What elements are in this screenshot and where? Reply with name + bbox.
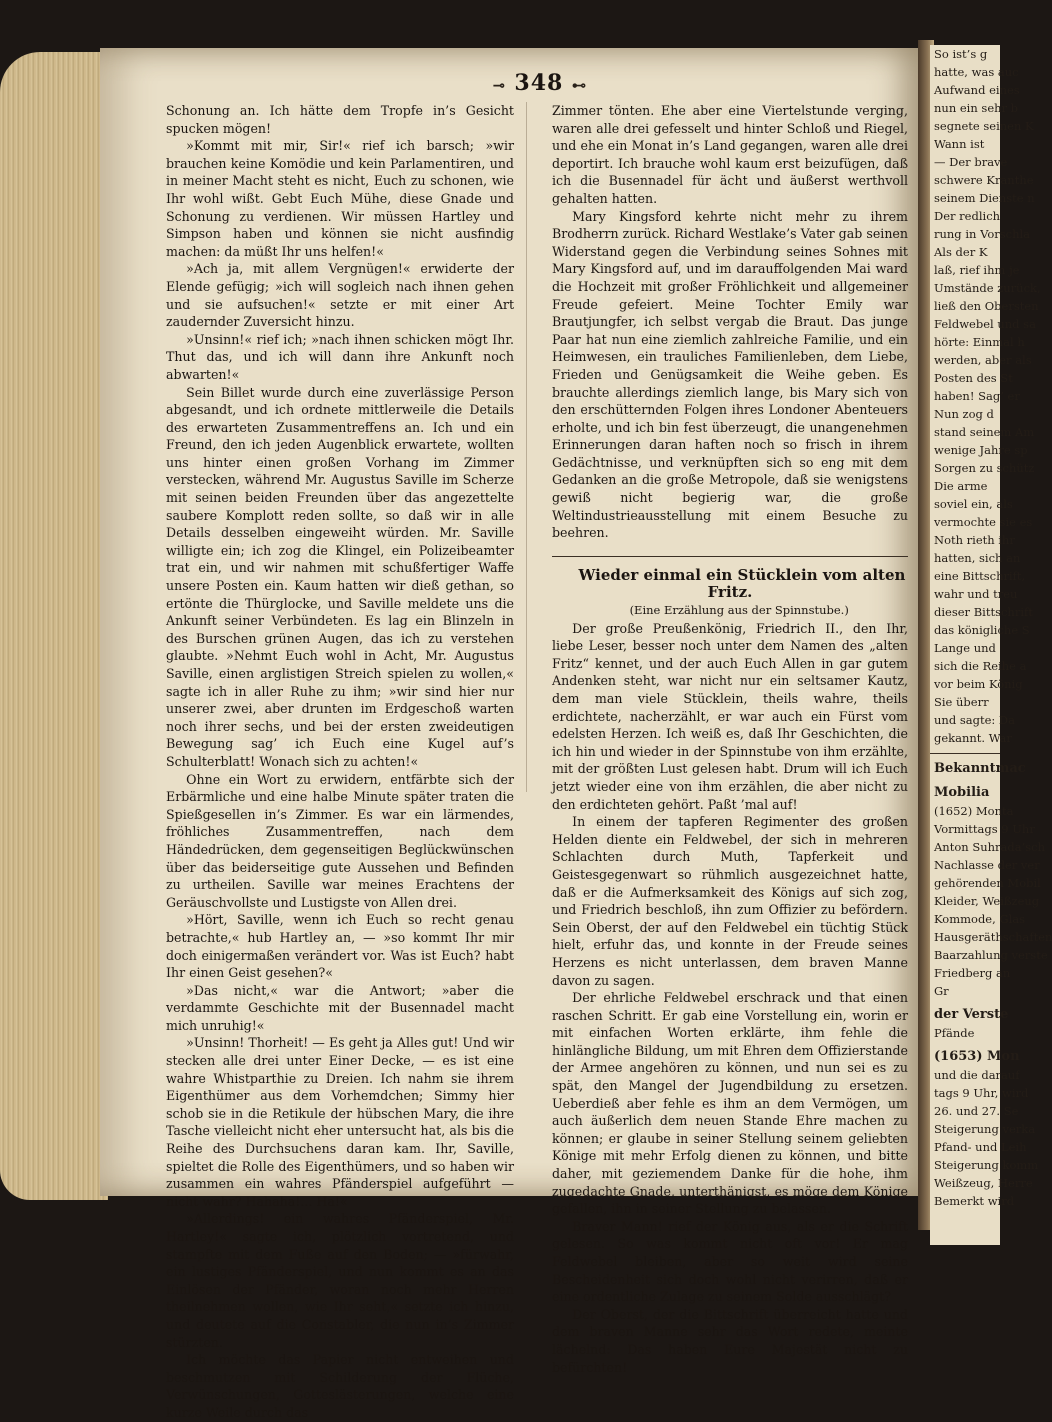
facing-page-line: gekannt. War [934, 731, 1012, 745]
facing-page-line: Sie überr [934, 695, 989, 709]
right-text-column [552, 102, 908, 1376]
facing-page-line: Pfand- und Leih [934, 1140, 1027, 1154]
facing-page-line: stand seinem Am [934, 425, 1035, 439]
facing-page-line: und sagte: Da [934, 713, 1015, 727]
facing-page-line: 26. und 27. Se [934, 1104, 1019, 1118]
story-separator-rule [552, 556, 908, 557]
facing-page-line: Bekanntmac [934, 761, 1026, 776]
facing-page-line: wenige Jahre sp [934, 443, 1028, 457]
left-text-column [166, 102, 514, 1422]
facing-page-line: Noth rieth ihr [934, 533, 1015, 547]
facing-page-line: Wann ist [934, 137, 985, 151]
facing-page-line: tags 9 Uhr, wird [934, 1086, 1029, 1100]
story-subtitle: (Eine Erzählung aus der Spinnstube.) [629, 603, 849, 618]
paragraph: »Das nicht,« war die Antwort; »aber die verdammte Geschichte mit der Busennadel macht mich unruhig!« [166, 982, 514, 1033]
facing-page-line: haben! Sag’ er [934, 389, 1020, 403]
paragraph: Ich möchte das Papier nicht entweihen und beschmutzen mit Schilderung der Flüche, Verwünschungen, Gotteslästerungen, welche eine kurze Weile durch das [166, 1352, 514, 1420]
story-title: Wieder einmal ein Stücklein vom alten Fritz. [578, 565, 906, 602]
facing-page-fragment [930, 45, 1052, 1245]
book-page-edges [0, 52, 108, 1200]
facing-page-line: (1653) Mon [934, 1049, 1020, 1064]
page-number-ornament-right: ⊷ [572, 78, 587, 94]
facing-page-line: Umstände zurück, [934, 281, 1041, 295]
facing-page-line: Kleider, Weißzeug [934, 894, 1040, 908]
facing-page-line: Der redlich [934, 209, 1001, 223]
facing-page-line: Aufwand eines [934, 83, 1020, 97]
facing-page-line: Mobilia [934, 785, 990, 800]
paragraph: »Hört, Saville, wenn ich Euch so recht genau betrachte,« hub Hartley an, — »so kommt Ihr mir doch einigermaßen verändert vor. Was ist Euch? habt Ihr einen Geist gesehen?« [166, 912, 514, 981]
paragraph: Der Oberst, der die Bittschrift überreicht hatte und dem braven Manne sehr das Wort redete, meinte lächelnd: Das haben Eure Majestät nicht zu befürchten! [552, 1306, 908, 1375]
paragraph: »Kommt mit mir, Sir!« rief ich barsch; »wir brauchen keine Komödie und kein Parlamentiren, und in meiner Macht steht es nicht, Euch zu schonen, wie Ihr wohl wißt. Gebt Euch Mühe, diese Gnade und Schonung zu verdienen. Wir müssen Hartley und Simpson haben und können sie nicht ausfindig machen: da müßt Ihr uns helfen!« [166, 138, 514, 259]
facing-page-line: Anton Suhrada’sch [934, 840, 1045, 854]
facing-page-line: werden, aber als [934, 353, 1032, 367]
facing-page-line: Steigerung verka [934, 1122, 1036, 1136]
facing-page-line: Vormittags 9 Uhr [934, 822, 1035, 836]
facing-page-line: seinem Dienste n [934, 191, 1035, 205]
facing-page-line: Steigerung komm [934, 1158, 1039, 1172]
facing-page-line: Lange und [934, 641, 996, 655]
story-ending [552, 102, 908, 542]
facing-page-line: ließ den Obersten [934, 299, 1039, 313]
story-body [552, 620, 908, 1377]
paragraph: »Allerdings! ein wahres Pfänderspiel, Mr. Hartley!« sagte ich, plötzlich vortretend, und stampfte mit dem Fuße auf den Boden; — »fürwahr, ein lustiges Pfänderspiel, und nun kommt es an das Einlösen der Pfänder, woran noch mehr Herren theilnehmen wollen, wie Ihr seht,« setzte ich hinzu, und deutete auf die Constabler, die nun in’s Zimmer stürzten. [166, 1211, 514, 1350]
facing-page-line: rung in Vorschla [934, 227, 1031, 241]
facing-page-line: segnete seinen K [934, 119, 1034, 133]
facing-page-line: Posten des St [934, 371, 1013, 385]
facing-page-line: Baarzahlung verste [934, 948, 1048, 962]
facing-page-line: Die arme [934, 479, 988, 493]
facing-page-line: vor beim König [934, 677, 1023, 691]
facing-page-line: Als der K [934, 245, 988, 259]
paragraph: Sein Billet wurde durch eine zuverlässige Person abgesandt, und ich ordnete mittlerweile die Details des erwarteten Zusammentreffens an. Ich und ein Freund, den ich jeden Augenblick erwartete, wollten uns hinter einen großen Vorhang im Zimmer verstecken, während Mr. Augustus Saville im Scherze mit seinen beiden Freunden über das angezettelte saubere Komplott reden sollte, so daß wir in alle Details desselben eingeweiht würden. Mr. Saville willigte ein; ich zog die Klingel, ein Polizeibeamter trat ein, und wir nahmen mit schußfertiger Waffe unsere Posten ein. Kaum hatten wir dieß gethan, so ertönte die Thürglocke, und Saville meldete uns die Ankunft seiner Verbündeten. Es lag ein Blinzeln in des Burschen grünen Augen, das ich zu verstehen glaubte. »Nehmt Euch wohl in Acht, Mr. Augustus Saville, einen arglistigen Streich spielen zu wollen,« sagte ich in aller Ruhe zu ihm; »wir sind hier nur unserer zwei, aber drunten im Erdgeschoß warten noch ihrer sechs, und bei der ersten zweideutigen Bewegung sag’ ich Euch eine Kugel auf’s Schulterblatt! Wonach sich zu achten!« [166, 384, 514, 769]
facing-page-line: Weißzeug, Herre [934, 1176, 1033, 1190]
page-number-ornament-left: ⊸ [492, 78, 506, 94]
facing-page-line: und die darauf [934, 1068, 1020, 1082]
paragraph: »Unsinn! Thorheit! — Es geht ja Alles gut! Und wir stecken alle drei unter Einer Decke, — es ist eine wahre Whistparthie zu Dreien. Ich nahm sie ihrem Eigenthümer aus dem Vorhemdchen; Simmy hier schob sie in die Retikule der hübschen Mary, die ihre Tasche vielleicht nicht eher untersucht hat, als bis die Reihe des Durchsuchens daran kam. Ihr, Saville, spieltet die Rolle des Eigenthümers, und so haben wir zusammen ein wahres Pfänderspiel aufgeführt — nicht wahr? Hahaha!... Ha!« [166, 1035, 514, 1209]
facing-page-line: Hausgeräthschaften [934, 930, 1052, 944]
paragraph: »Ach ja, mit allem Vergnügen!« erwiderte der Elende gefügig; »ich will sogleich nach ihnen gehen und sie aufsuchen!« setzte er mit einer Art zaudernder Zuversicht hinzu. [166, 261, 514, 330]
facing-page-line: vermochte sie es [934, 515, 1033, 529]
paragraph: Braver Mann! rief der König aus, als er die Schrift gelesen. So was kommt nicht oft vor! Er mag Feldwebel bleiben, aber so weit wird seine Bescheidenheit sich doch wohl nicht verirren, daß er eine ordentliche Zulage zu seinem Solde ausschlägt? [552, 1218, 908, 1305]
facing-page-line: dieser Bittschrift [934, 605, 1033, 619]
facing-page-line: (1652) Monta [934, 804, 1014, 818]
facing-page-line: hatten, sich an [934, 551, 1021, 565]
facing-page-line: sich die Reihe a [934, 659, 1027, 673]
paragraph: »Unsinn!« rief ich; »nach ihnen schicken mögt Ihr. Thut das, und ich will dann ihre Ankunft noch abwarten!« [166, 331, 514, 382]
paragraph: Schonung an. Ich hätte dem Tropfe in’s Gesicht spucken mögen! [166, 103, 514, 136]
paragraph: Zimmer tönten. Ehe aber eine Viertelstunde verging, waren alle drei gefesselt und hinter Schloß und Riegel, und ehe ein Monat in’s Land gegangen, waren alle drei deportirt. Ich brauche wohl kaum erst beizufügen, daß ich die Busennadel für ächt und äußerst werthvoll gehalten hatten. [552, 103, 908, 206]
paragraph: Ohne ein Wort zu erwidern, entfärbte sich der Erbärmliche und eine halbe Minute später traten die Spießgesellen in’s Zimmer. Es war ein lärmendes, fröhliches Zusammentreffen, nach dem Händedrücken, dem gegenseitigen Beglückwünschen über das beiderseitige gute Aussehen und Befinden zu urtheilen. Saville war meines Erachtens der Geräuschvollste und Lustigste von Allen drei. [166, 771, 514, 910]
facing-page-line: nun ein sehr b [934, 101, 1019, 115]
facing-page-line: Nachlasse der ver [934, 858, 1040, 872]
facing-page-line: der Verste [934, 1007, 1009, 1022]
facing-page-line: das königliche S [934, 623, 1030, 637]
facing-page-line: hörte: Einmal h [934, 335, 1025, 349]
facing-page-line: wahr und treu [934, 587, 1018, 601]
facing-page-line: schwere Kranthe [934, 173, 1034, 187]
facing-page-line: Friedberg an [934, 966, 1011, 980]
facing-page-line: soviel ein, als [934, 497, 1013, 511]
facing-page-rule [930, 753, 1000, 754]
paragraph: Der ehrliche Feldwebel erschrack und that einen raschen Schritt. Er gab eine Vorstellung ein, worin er mit einfachen Worten erklärte, ihm fehle die hinlängliche Bildung, um mit Ehren dem Offizierstande der Armee angehören zu können, und nun sei es zu spät, den Mangel der Jugendbildung zu ersetzen. Ueberdieß aber fehle es ihm an dem Vermögen, um auch äußerlich dem neuen Stande Ehre machen zu können; er glaube in seiner Stellung seinem geliebten Könige mit mehr Erfolg dienen zu können, und bitte daher, mit geziemendem Danke für die hohe, ihm zugedachte Gnade, unterthänigst, es möge dem Könige gefallen, ihn in seiner Stellung zu belassen. [552, 990, 908, 1217]
facing-page-line: hatte, was auc [934, 65, 1019, 79]
facing-page-line: Feldwebel und sa [934, 317, 1036, 331]
facing-page-line: Sorgen zu schütz [934, 461, 1035, 475]
page-number-value: 348 [514, 70, 564, 96]
facing-page-line: So ist’s g [934, 47, 988, 61]
facing-page-line: eine Bittschrift, [934, 569, 1026, 583]
facing-page-line: — Der brave [934, 155, 1008, 169]
facing-page-line: Gr [934, 984, 949, 998]
facing-page-line: Pfände [934, 1026, 975, 1040]
facing-page-line: Nun zog d [934, 407, 994, 421]
facing-page-line: laß, rief ihm je [934, 263, 1020, 277]
facing-page-line: Kommode, Glas [934, 912, 1026, 926]
paragraph: Der große Preußenkönig, Friedrich II., den Ihr, liebe Leser, besser noch unter dem Namen des „alten Fritz“ kennet, und der auch Euch Allen in gar gutem Andenken steht, war nicht nur ein seltsamer Kautz, dem man viele Stücklein, theils wahre, theils erdichtete, nacherzählt, er war auch ein Fürst vom edelsten Herzen. Ich weiß es, daß Ihr Geschichten, die ich hin und wieder in der Spinnstube von ihm erzählte, mit der größten Lust gelesen habt. Drum will ich Euch jetzt wieder eine von ihm erzählen, die aber nicht zu den erdichteten gehört. Paßt ’mal auf! [552, 620, 908, 812]
page-number [470, 70, 610, 96]
facing-page-line: Bemerkt wird [934, 1194, 1015, 1208]
paragraph: Mary Kingsford kehrte nicht mehr zu ihrem Brodherrn zurück. Richard Westlake’s Vater gab seinen Widerstand gegen die Verbindung seines Sohnes mit Mary Kingsford auf, und im darauffolgenden Mai ward die Hochzeit mit großer Fröhlichkeit und allgemeiner Freude gefeiert. Meine Tochter Emily war Brautjungfer, ich selbst vergab die Braut. Das junge Paar hat nun eine ziemlich zahlreiche Familie, und ein Heimwesen, ein trauliches Familienleben, dem Liebe, Frieden und Genügsamkeit die Weihe geben. Es brauchte allerdings ziemlich lange, bis Mary sich von den erschütternden Folgen ihres Londoner Abenteuers erholte, und ich bin fest überzeugt, die unangenehmen Erinnerungen daran haften noch so frisch in ihrem Gedächtnisse, und verknüpften sich so eng mit dem Gedanken an die große Metropole, daß sie wenigstens gewiß nicht begierig war, die große Weltindustrieausstellung mit einem Besuche zu beehren. [552, 208, 908, 541]
column-divider [526, 102, 527, 792]
paragraph: In einem der tapferen Regimenter des großen Helden diente ein Feldwebel, der sich in mehreren Schlachten durch Muth, Tapferkeit und Geistesgegenwart so rühmlich ausgezeichnet hatte, daß er die Aufmerksamkeit des Königs auf sich zog, und Friedrich beschloß, ihn zum Offizier zu befördern. Sein Oberst, der auf den Feldwebel ein tüchtig Stück hielt, erfuhr das, und konnte in der Freude seines Herzens es nicht unterlassen, dem braven Manne davon zu sagen. [552, 814, 908, 988]
facing-page-line: gehörenden Mobil [934, 876, 1041, 890]
